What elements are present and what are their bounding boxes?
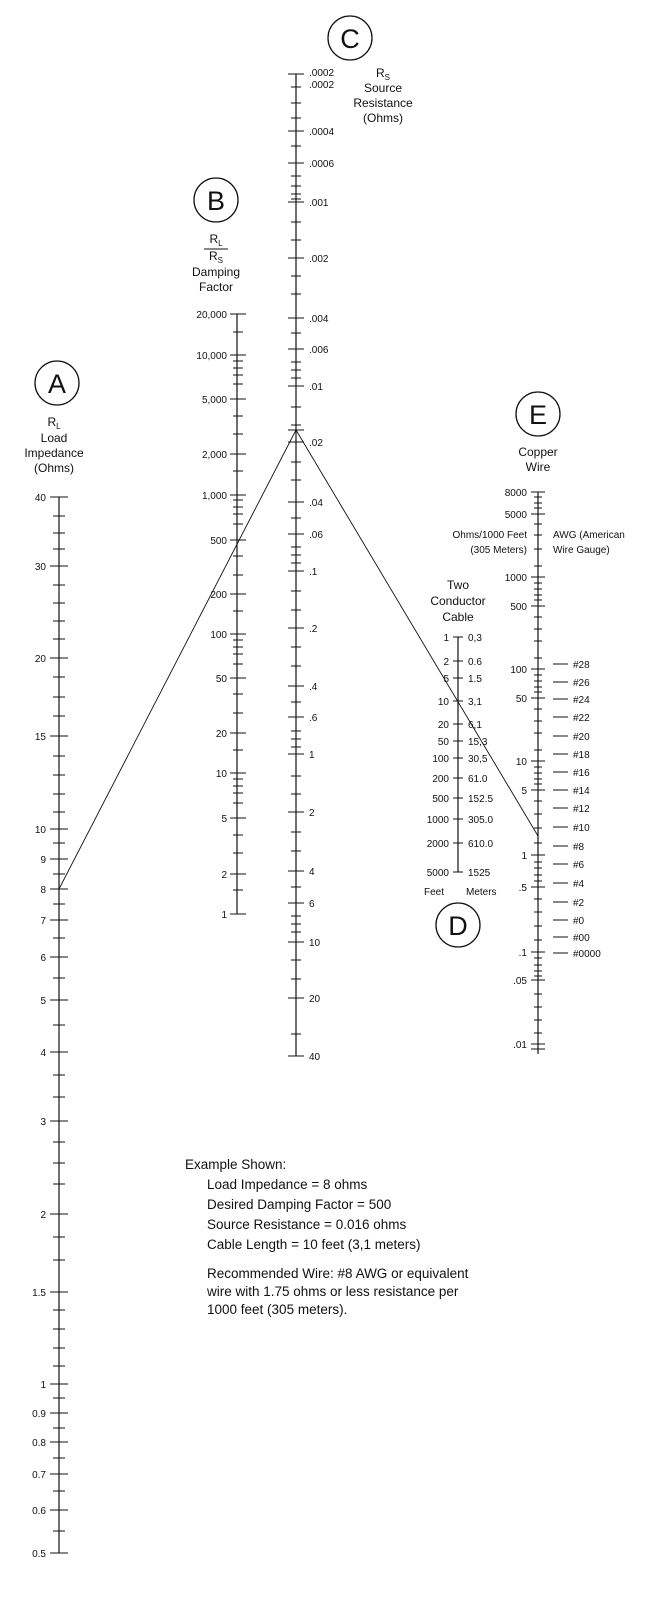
scale-d-feet-label: 2000 xyxy=(426,839,449,850)
scale-c-label: .006 xyxy=(309,345,329,356)
scale-b-label: 10 xyxy=(215,769,227,780)
scale-d-feet-labels xyxy=(427,633,450,879)
scale-d-letter: D xyxy=(448,911,468,941)
scale-d-feet-label: 5 xyxy=(443,674,449,685)
scale-e-awg-label: #10 xyxy=(573,823,590,834)
scale-e-label: 50 xyxy=(515,694,527,705)
scale-a-symbol: $R_L$ xyxy=(47,415,61,431)
scale-e-title-line-1: Copper xyxy=(518,445,558,459)
example-line: Load Impedance = 8 ohms xyxy=(207,1177,368,1192)
scale-d-meters-label: 152.5 xyxy=(468,794,494,805)
scale-a-label: 2 xyxy=(40,1210,46,1221)
scale-d-feet-label: 50 xyxy=(437,737,449,748)
scale-e-letter: E xyxy=(528,400,548,430)
scale-b-title-line-1: Damping xyxy=(191,265,241,279)
scale-e-awg-label: #14 xyxy=(573,786,590,797)
scale-a-title-line-2: Impedance xyxy=(24,446,84,460)
scale-b-label: 20 xyxy=(215,729,227,740)
scale-c-labels xyxy=(309,68,334,1063)
scale-c-label: 10 xyxy=(309,938,321,949)
scale-d-feet-label: 500 xyxy=(432,794,449,805)
scale-b-title-line-2: Factor xyxy=(198,280,234,294)
scale-c-label: 1 xyxy=(309,750,315,761)
scale-c xyxy=(288,16,413,1063)
scale-e-awg-label: #0 xyxy=(573,916,585,927)
scale-a-label: 3 xyxy=(40,1117,46,1128)
scale-b-ticks xyxy=(230,314,246,914)
scale-a-label: 0.5 xyxy=(32,1549,46,1560)
scale-c-label: 6 xyxy=(309,899,315,910)
example-line: Cable Length = 10 feet (3,1 meters) xyxy=(207,1237,421,1252)
scale-b-label: 1 xyxy=(221,910,227,921)
example-notes xyxy=(185,1157,469,1317)
scale-e-awg-label: #6 xyxy=(573,860,585,871)
scale-b-label: 1,000 xyxy=(201,491,227,502)
scale-c-label: .0002 xyxy=(309,80,335,91)
scale-c-label: .0006 xyxy=(309,159,335,170)
scale-e-awg-label: #2 xyxy=(573,898,585,909)
scale-d-meters-label: 6,1 xyxy=(468,720,482,731)
scale-c-title-line-3: (Ohms) xyxy=(363,111,403,125)
scale-e-labels xyxy=(505,488,528,1051)
scale-e-label: .5 xyxy=(518,883,527,894)
scale-d-meters-label: 3,1 xyxy=(468,697,482,708)
scale-e-awg-label: #18 xyxy=(573,750,590,761)
scale-d-meters-label: 1.5 xyxy=(468,674,482,685)
scale-d-meters-label: 305.0 xyxy=(468,815,494,826)
scale-c-label: .0004 xyxy=(309,127,335,138)
scale-e-awg-label: #12 xyxy=(573,804,590,815)
scale-c-label: 40 xyxy=(309,1052,321,1063)
scale-c-title-line-1: Source xyxy=(363,81,403,95)
scale-e-label: 100 xyxy=(510,665,527,676)
line-load-to-source xyxy=(59,430,296,889)
scale-e-awg-label: #28 xyxy=(573,660,590,671)
scale-b-labels xyxy=(196,310,227,921)
scale-d-meters-label: 30,5 xyxy=(468,754,488,765)
scale-c-label: .01 xyxy=(309,382,323,393)
scale-a xyxy=(24,361,84,1560)
scale-d-feet-label: 200 xyxy=(432,774,449,785)
recommendation-line: 1000 feet (305 meters). xyxy=(207,1302,348,1317)
scale-e-title-line-2: Wire xyxy=(525,460,551,474)
scale-b-label: 50 xyxy=(215,674,227,685)
scale-a-label: 8 xyxy=(40,885,46,896)
scale-d-feet-label: 20 xyxy=(437,720,449,731)
scale-d-meters-label: 610.0 xyxy=(468,839,494,850)
scale-b-label: 2 xyxy=(221,870,227,881)
recommendation-line: Recommended Wire: #8 AWG or equivalent xyxy=(207,1266,469,1281)
scale-e-label: 8000 xyxy=(504,488,527,499)
scale-d-meters-label: 1525 xyxy=(468,868,491,879)
scale-c-label: .004 xyxy=(309,314,329,325)
scale-b xyxy=(192,178,246,921)
scale-e-awg-label: #24 xyxy=(573,695,590,706)
example-construction-lines xyxy=(59,430,538,889)
scale-c-label: 2 xyxy=(309,808,315,819)
scale-d-title-line-3: Cable xyxy=(442,610,474,624)
scale-c-label: .02 xyxy=(309,438,323,449)
scale-a-label: 0.9 xyxy=(32,1409,46,1420)
recommendation-line: wire with 1.75 ohms or less resistance per xyxy=(207,1284,459,1299)
scale-e-ohms-header-line-1: Ohms/1000 Feet xyxy=(452,530,527,541)
scale-e-label: .05 xyxy=(513,976,527,987)
scale-e-ohms-header-line-2: (305 Meters) xyxy=(470,545,527,556)
scale-c-title-line-2: Resistance xyxy=(353,96,413,110)
scale-a-label: 15 xyxy=(34,732,46,743)
scale-b-label: 5 xyxy=(221,814,227,825)
line-source-to-wire xyxy=(296,430,538,836)
scale-d-meters-label: 15,3 xyxy=(468,737,488,748)
example-line: Desired Damping Factor = 500 xyxy=(207,1197,392,1212)
scale-c-label: .001 xyxy=(309,198,329,209)
scale-b-label: 20,000 xyxy=(196,310,227,321)
scale-c-label: .6 xyxy=(309,713,318,724)
scale-d-meters-labels xyxy=(468,633,493,879)
scale-c-label: .1 xyxy=(309,567,318,578)
scale-b-label: 200 xyxy=(210,590,227,601)
scale-d-meters-label: 61.0 xyxy=(468,774,488,785)
scale-a-label: 40 xyxy=(34,493,46,504)
scale-e-awg-ticks xyxy=(553,664,568,953)
scale-c-label: .04 xyxy=(309,498,323,509)
scale-e-label: 500 xyxy=(510,602,527,613)
scale-d-title-line-2: Conductor xyxy=(430,594,486,608)
scale-b-label: 500 xyxy=(210,536,227,547)
scale-a-label: 30 xyxy=(34,562,46,573)
scale-d-feet-label: 1000 xyxy=(426,815,449,826)
scale-a-labels xyxy=(32,493,46,1560)
scale-b-label: 100 xyxy=(210,630,227,641)
scale-e-awg-label: #16 xyxy=(573,768,590,779)
scale-e-awg-label: #4 xyxy=(573,879,585,890)
scale-e-label: 10 xyxy=(515,757,527,768)
scale-b-label: 2,000 xyxy=(201,450,227,461)
scale-e-awg-label: #20 xyxy=(573,732,590,743)
scale-e-awg-label: #26 xyxy=(573,678,590,689)
scale-d-meters-label: 0.6 xyxy=(468,657,482,668)
scale-d-feet-label: 10 xyxy=(437,697,449,708)
scale-d-title-line-1: Two xyxy=(446,578,470,592)
scale-e-label: .1 xyxy=(518,948,527,959)
scale-a-label: 9 xyxy=(40,855,46,866)
scale-a-label: 4 xyxy=(40,1048,46,1059)
scale-a-label: 6 xyxy=(40,953,46,964)
scale-b-letter: B xyxy=(206,186,226,216)
scale-a-title-line-3: (Ohms) xyxy=(34,461,74,475)
scale-b-fraction-bottom: $R_S$ xyxy=(208,249,224,265)
scale-e-awg-header-line-1: AWG (American xyxy=(553,530,625,541)
scale-e-awg-label: #00 xyxy=(573,933,590,944)
scale-d-feet-label: 5000 xyxy=(426,868,449,879)
scale-a-label: 0.7 xyxy=(32,1470,46,1481)
scale-a-title-line-1: Load xyxy=(40,431,68,445)
scale-e-label: 1 xyxy=(521,851,527,862)
example-line: Source Resistance = 0.016 ohms xyxy=(207,1217,407,1232)
scale-e-label: 5 xyxy=(521,786,527,797)
example-heading: Example Shown: xyxy=(185,1157,287,1172)
scale-e-awg-header-line-2: Wire Gauge) xyxy=(553,545,610,556)
scale-e-awg-label: #22 xyxy=(573,713,590,724)
scale-c-label: .06 xyxy=(309,530,323,541)
scale-c-label: 20 xyxy=(309,994,321,1005)
scale-c-label: 4 xyxy=(309,867,315,878)
scale-c-label: .2 xyxy=(309,624,318,635)
scale-a-label: 7 xyxy=(40,916,46,927)
scale-b-label: 10,000 xyxy=(196,351,227,362)
scale-a-label: 20 xyxy=(34,654,46,665)
scale-d-meters-heading: Meters xyxy=(466,887,497,898)
scale-c-letter: C xyxy=(340,24,360,54)
scale-d-feet-label: 1 xyxy=(443,633,449,644)
scale-d-meters-label: 0,3 xyxy=(468,633,482,644)
scale-a-label: 1.5 xyxy=(32,1288,46,1299)
scale-c-label: .0002 xyxy=(309,68,335,79)
scale-d-feet-heading: Feet xyxy=(424,887,445,898)
scale-c-label: .4 xyxy=(309,682,318,693)
scale-d xyxy=(424,578,497,947)
scale-d-feet-label: 100 xyxy=(432,754,449,765)
scale-e-label: 1000 xyxy=(504,573,527,584)
scale-e-awg-label: #8 xyxy=(573,842,585,853)
scale-a-label: 5 xyxy=(40,996,46,1007)
scale-c-symbol: $R_S$ xyxy=(375,66,391,82)
scale-b-label: 5,000 xyxy=(201,395,227,406)
scale-b-fraction-top: $R_L$ xyxy=(209,232,223,248)
scale-e-label: .01 xyxy=(513,1040,527,1051)
scale-a-label: 0.6 xyxy=(32,1506,46,1517)
scale-d-feet-label: 2 xyxy=(443,657,449,668)
scale-e-awg-label: #0000 xyxy=(573,949,601,960)
scale-c-label: .002 xyxy=(309,254,329,265)
scale-e-label: 5000 xyxy=(504,510,527,521)
scale-a-letter: A xyxy=(47,369,67,399)
scale-a-label: 10 xyxy=(34,825,46,836)
scale-a-label: 0.8 xyxy=(32,1438,46,1449)
scale-a-label: 1 xyxy=(40,1380,46,1391)
scale-e-awg-labels xyxy=(573,660,601,960)
